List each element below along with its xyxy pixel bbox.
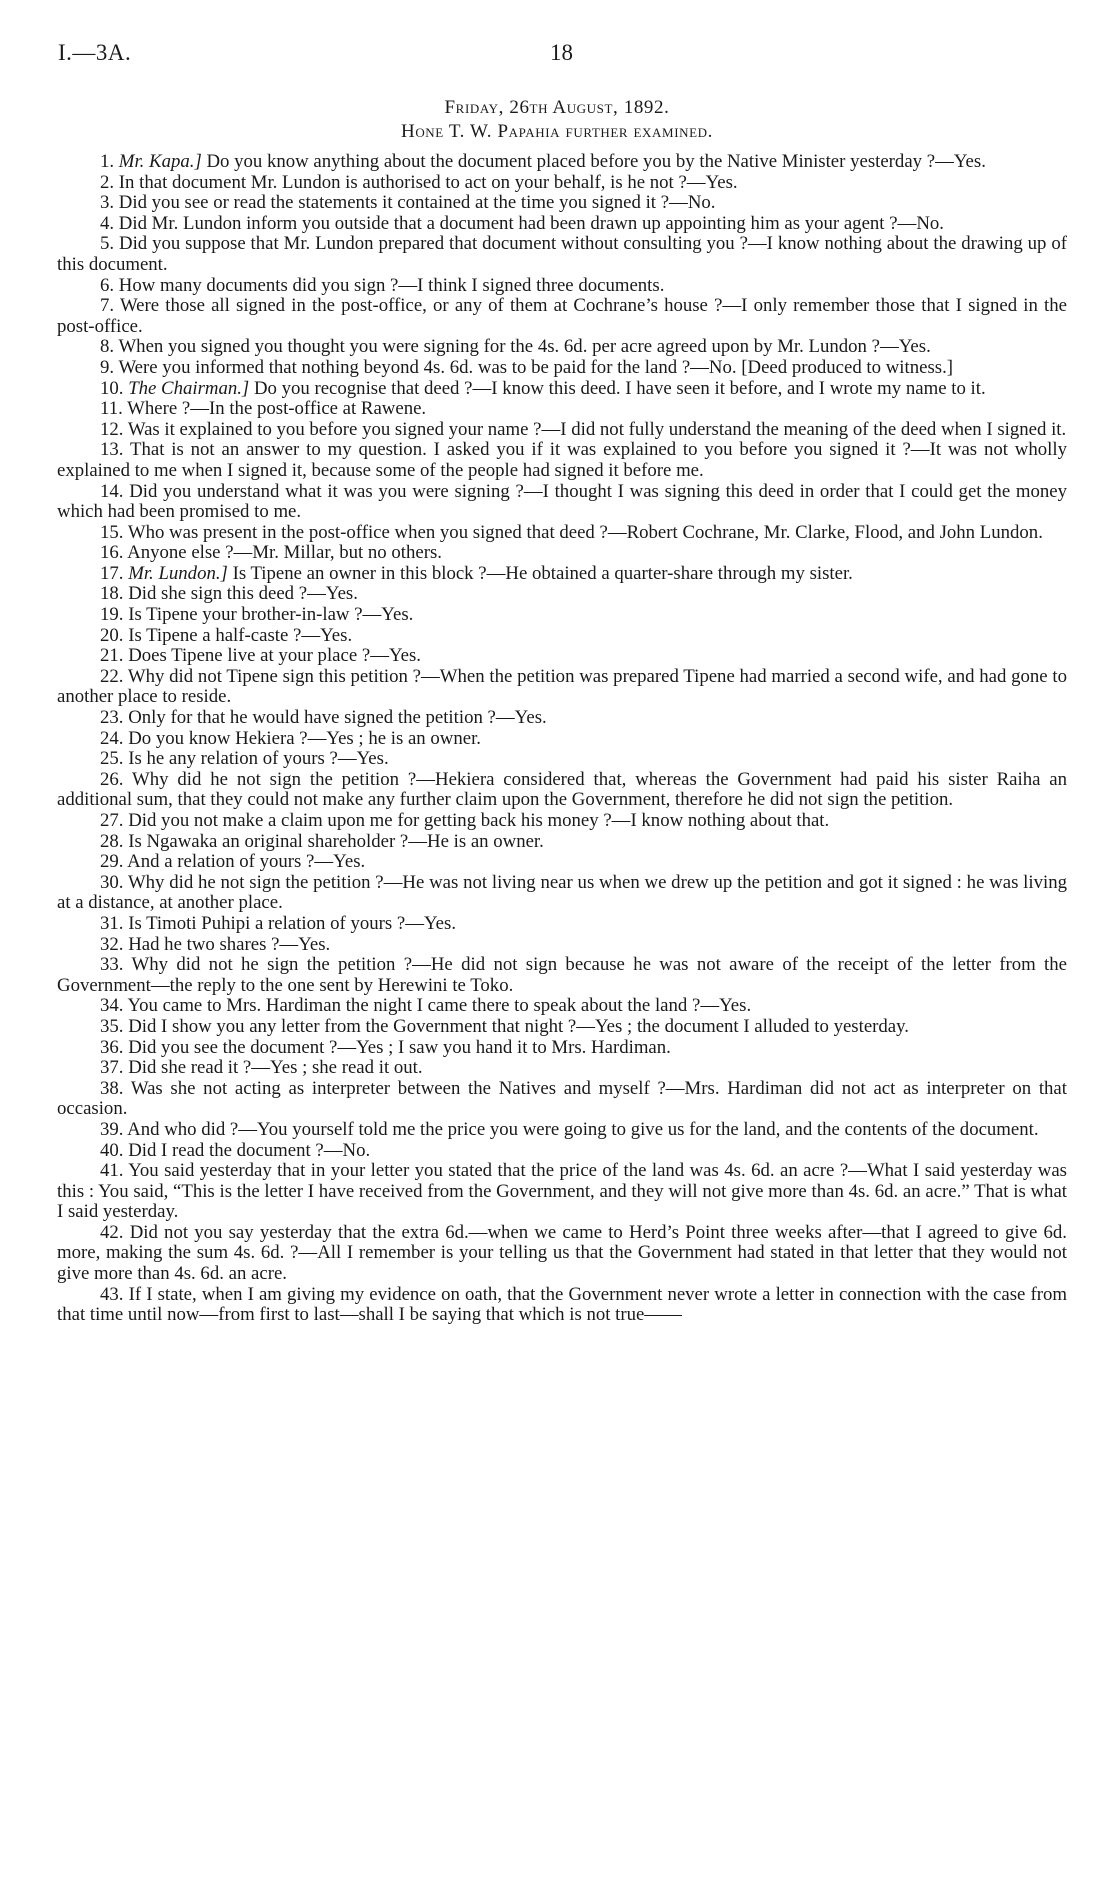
question-paragraph [57,193,1067,214]
question-paragraph [57,955,1067,996]
question-number: 37. [100,1057,124,1079]
question-paragraph [57,440,1067,481]
question-number: 15. [100,521,124,543]
question-paragraph [57,214,1067,235]
question-text: Is Tipene a half-caste ?—Yes. [128,624,353,646]
question-paragraph [57,996,1067,1017]
question-number: 26. [100,768,124,790]
question-paragraph [57,811,1067,832]
question-paragraph [57,584,1067,605]
question-number: 24. [100,727,124,749]
question-paragraph [57,646,1067,667]
question-text: Did you see the document ?—Yes ; I saw you hand it to Mrs. Hardiman. [128,1036,671,1058]
question-number: 42. [100,1221,124,1243]
question-text: Why did not Tipene sign this petition ?—When the petition was prepared Tipene had married a second wife, and had gone to another place to reside. [57,665,1067,708]
question-text: Did you see or read the statements it contained at the time you signed it ?—No. [118,192,716,214]
question-text: You said yesterday that in your letter you stated that the price of the land was 4s. 6d. an acre ?—What I said yesterday was this : You said, “This is the letter I have received from the Government, and they will not give more than 4s. 6d. an acre.” That is what I said yesterday. [57,1160,1067,1223]
question-number: 23. [100,707,124,729]
question-paragraph [57,749,1067,770]
question-paragraph [57,1120,1067,1141]
question-text: Did you not make a claim upon me for getting back his money ?—I know nothing about that. [128,810,830,831]
question-text: Do you recognise that deed ?—I know this deed. I have seen it before, and I wrote my name to it. [253,377,986,399]
question-number: 20. [100,624,124,646]
question-text: Anyone else ?—Mr. Millar, but no others. [127,542,442,564]
question-paragraph [57,1223,1067,1285]
question-paragraph [57,935,1067,956]
question-number: 32. [100,933,124,955]
question-number: 9. [100,356,115,378]
question-text: Why did not he sign the petition ?—He did not sign because he was not aware of the receipt of the letter from the Government—the reply to the one sent by Herewini te Toko. [57,954,1068,996]
session-date: Friday, 26th August, 1892. [444,97,670,118]
question-number: 36. [100,1036,124,1058]
question-text: Had he two shares ?—Yes. [128,933,331,955]
question-paragraph [57,358,1067,379]
question-number: 39. [100,1118,124,1140]
question-number: 27. [100,810,124,831]
question-number: 30. [100,871,124,893]
question-paragraph [57,543,1067,564]
witness-heading: Hone T. W. Papahia further examined. [401,121,713,142]
question-text: And who did ?—You yourself told me the price you were going to give us for the land, and the contents of the document. [127,1118,1039,1140]
question-number: 29. [100,851,124,873]
question-number: 1. [100,151,115,172]
question-number: 17. [100,562,124,584]
question-number: 19. [100,604,124,626]
question-text: You came to Mrs. Hardiman the night I came there to speak about the land ?—Yes. [127,995,752,1017]
question-paragraph [57,152,1067,173]
question-text: Did you suppose that Mr. Lundon prepared that document without consulting you ?—I know nothing about the drawing up of this document. [57,233,1067,275]
question-text: Who was present in the post-office when you signed that deed ?—Robert Cochrane, Mr. Clarke, Flood, and John Lundon. [127,521,1043,543]
question-text: Does Tipene live at your place ?—Yes. [128,645,422,667]
question-paragraph [57,852,1067,873]
question-number: 33. [100,954,124,976]
question-paragraph [57,564,1067,585]
question-text: Did you understand what it was you were signing ?—I thought I was signing this deed in order that I could get the money which had been promised to me. [57,480,1067,523]
question-paragraph [57,1079,1067,1120]
question-number: 2. [100,171,115,193]
question-paragraph [57,1161,1067,1223]
question-text: Is Tipene an owner in this block ?—He obtained a quarter-share through my sister. [232,562,853,584]
question-text: Is Timoti Puhipi a relation of yours ?—Yes. [128,912,457,934]
question-text: Do you know anything about the document placed before you by the Native Minister yesterday ?—Yes. [206,151,986,172]
speaker-label: Mr. Kapa.] [118,151,202,172]
question-text: Is Ngawaka an original shareholder ?—He is an owner. [128,830,544,852]
speaker-label: The Chairman.] [128,377,250,399]
question-text: Is he any relation of yours ?—Yes. [128,748,389,770]
question-number: 25. [100,748,124,770]
question-number: 31. [100,912,124,934]
question-paragraph [57,337,1067,358]
question-number: 5. [100,233,115,255]
question-paragraph [57,626,1067,647]
question-paragraph [57,708,1067,729]
question-text: How many documents did you sign ?—I think I signed three documents. [118,274,665,296]
question-number: 4. [100,212,115,234]
question-number: 8. [100,336,115,358]
question-text: Why did he not sign the petition ?—He was not living near us when we drew up the petition and got it signed : he was living at a distance, at another place. [57,871,1068,914]
question-paragraph [57,399,1067,420]
question-number: 43. [100,1283,124,1305]
question-number: 11. [100,398,123,420]
question-number: 34. [100,995,124,1017]
question-text: Was she not acting as interpreter between the Natives and myself ?—Mrs. Hardiman did not act as interpreter on that occasion. [57,1077,1067,1120]
question-text: And a relation of yours ?—Yes. [127,851,366,873]
question-number: 14. [100,480,124,502]
question-text: If I state, when I am giving my evidence on oath, that the Government never wrote a letter in connection with the case from that time until now—from first to last—shall I be saying that which is not true—— [57,1283,1067,1326]
page-header [58,40,1058,70]
question-paragraph [57,420,1067,441]
question-text: Did I show you any letter from the Government that night ?—Yes ; the document I alluded to yesterday. [128,1015,910,1037]
question-paragraph [57,523,1067,544]
question-text: Were those all signed in the post-office, or any of them at Cochrane’s house ?—I only remember those that I signed in the post-office. [57,295,1068,337]
question-number: 21. [100,645,124,667]
question-paragraph [57,379,1067,400]
question-text: Do you know Hekiera ?—Yes ; he is an owner. [128,727,481,749]
question-text: Were you informed that nothing beyond 4s. 6d. was to be paid for the land ?—No. [Deed produced to witness.] [118,356,954,378]
question-text: That is not an answer to my question. I asked you if it was explained to you before you signed it ?—It was not wholly explained to me when I signed it, because some of the people had signed it before me. [57,439,1067,481]
question-paragraph [57,832,1067,853]
question-number: 6. [100,274,115,296]
question-number: 13. [100,439,124,461]
question-number: 38. [100,1077,124,1099]
question-number: 18. [100,583,124,605]
question-paragraph [57,1285,1067,1326]
question-paragraph [57,605,1067,626]
question-text: Why did he not sign the petition ?—Hekiera considered that, whereas the Government had paid his sister Raiha an additional sum, that they could not make any further claim upon the Government, therefore he did not sign the petition. [57,768,1068,811]
question-paragraph [57,1038,1067,1059]
question-text: Did she sign this deed ?—Yes. [128,583,358,605]
question-number: 28. [100,830,124,852]
question-paragraph [57,729,1067,750]
question-paragraph [57,873,1067,914]
question-paragraph [57,1017,1067,1038]
question-text: Is Tipene your brother-in-law ?—Yes. [128,604,414,626]
question-paragraph [57,296,1067,337]
question-paragraph [57,276,1067,297]
question-text: Did she read it ?—Yes ; she read it out. [128,1057,423,1079]
question-text: Only for that he would have signed the petition ?—Yes. [128,707,547,729]
question-paragraph [57,234,1067,275]
question-paragraph [57,173,1067,194]
question-paragraph [57,1058,1067,1079]
question-number: 7. [100,295,115,317]
question-text: Was it explained to you before you signed your name ?—I did not fully understand the meaning of the deed when I signed it. [127,418,1067,440]
question-paragraph [57,770,1067,811]
question-text: In that document Mr. Lundon is authorised to act on your behalf, is he not ?—Yes. [118,171,738,193]
question-text: Did not you say yesterday that the extra 6d.—when we came to Herd’s Point three weeks after—that I agreed to give 6d. more, making the sum 4s. 6d. ?—All I remember is your telling us that the Government had stated in that letter that they would not give more than 4s. 6d. an acre. [57,1221,1067,1285]
question-number: 41. [100,1160,124,1182]
page-number: 18 [550,40,573,65]
question-number: 22. [100,665,124,687]
question-paragraph [57,482,1067,523]
question-number: 35. [100,1015,124,1037]
speaker-label: Mr. Lundon.] [128,562,228,584]
question-text: Did I read the document ?—No. [128,1139,371,1161]
question-number: 16. [100,542,124,564]
examination-list [57,152,1067,1326]
question-number: 12. [100,418,124,440]
question-text: Where ?—In the post-office at Rawene. [127,398,427,420]
question-text: When you signed you thought you were signing for the 4s. 6d. per acre agreed upon by Mr. Lundon ?—Yes. [118,336,931,358]
question-paragraph [57,1141,1067,1162]
question-text: Did Mr. Lundon inform you outside that a document had been drawn up appointing him as your agent ?—No. [118,212,944,234]
question-number: 10. [100,377,124,399]
question-number: 3. [100,192,115,214]
document-reference: I.—3A. [58,40,132,65]
question-paragraph [57,667,1067,708]
question-number: 40. [100,1139,124,1161]
question-paragraph [57,914,1067,935]
